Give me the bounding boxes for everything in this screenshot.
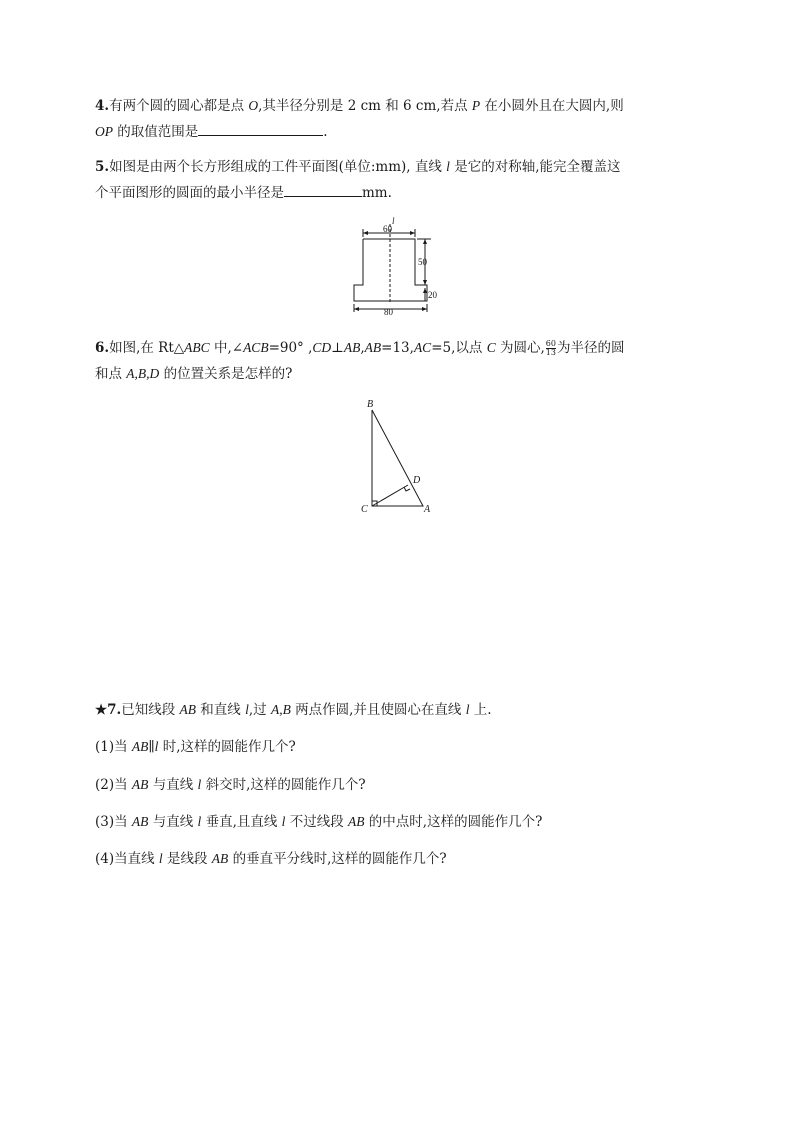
q7-text: 已知线段 (121, 702, 180, 718)
q6-var: AB (343, 340, 361, 355)
q6-text: 中,∠ (209, 340, 244, 356)
q7-text: 和直线 (196, 702, 246, 718)
q6-var: CD (312, 340, 332, 355)
q4-var-p: P (471, 98, 481, 113)
q6-var: ABC (184, 340, 210, 355)
q7-text: (2)当 (95, 777, 132, 793)
q7-text: 两点作圆,并且使圆心在直线 (290, 702, 466, 718)
q6-text: =5,以点 (431, 340, 487, 356)
q5-text: 是它的对称轴,能完全覆盖这 (449, 159, 621, 175)
q6-text: 为半径的圆 (556, 340, 625, 356)
q7-var: A,B (270, 702, 291, 717)
point-label-d: D (413, 475, 421, 486)
point-label-b: B (367, 399, 374, 410)
arrowhead (363, 231, 368, 235)
q4-line1 (95, 96, 624, 116)
q7-var: AB (131, 739, 149, 754)
q7-var: AB (131, 814, 149, 829)
q7-text: (4)当直线 (95, 851, 159, 867)
q7-var: l (245, 702, 249, 717)
q5-text: 个平面图形的圆面的最小半径是 (95, 185, 284, 201)
q6-text: ⊥ (331, 340, 344, 356)
q7-var: l (158, 851, 163, 866)
q7-line1 (95, 700, 492, 720)
q5-text: 如图是由两个长方形组成的工件平面图(单位:mm), 直线 (109, 159, 447, 175)
arrowhead (423, 288, 427, 293)
q4-number: 4. (95, 98, 110, 114)
right-angle-mark-d (404, 487, 410, 491)
fraction-numerator: 60 (545, 339, 556, 348)
q7-text: (3)当 (95, 814, 132, 830)
q7-var: l (197, 777, 202, 792)
q7-text: 的垂直平分线时,这样的圆能作几个? (228, 851, 447, 867)
q4-answer-blank[interactable] (198, 121, 323, 136)
q4-text: 有两个圆的圆心都是点 (109, 98, 249, 114)
q7-var: AB (211, 851, 229, 866)
q6-text: =13, (381, 340, 414, 356)
q7-text: 是线段 (162, 851, 212, 867)
q5-text: mm. (362, 185, 392, 201)
q7-var: AB (179, 702, 196, 717)
point-label-c: C (361, 504, 368, 515)
q6-line1 (95, 338, 624, 358)
q5-answer-blank[interactable] (284, 182, 362, 197)
q7-var: l (197, 814, 202, 829)
q7-text: ,过 (248, 702, 271, 718)
q6-text: 和点 (95, 366, 127, 382)
q6-var: AB (364, 340, 382, 355)
q7-text: 时,这样的圆能作几个? (158, 739, 296, 755)
axis-label-l: l (392, 216, 395, 226)
q6-var: C (486, 340, 496, 355)
arrowhead (422, 307, 427, 311)
q6-text: 的位置关系是怎样的? (159, 366, 293, 382)
q6-text: 为圆心, (495, 340, 545, 356)
q7-var: l (281, 814, 286, 829)
q7-text: (1)当 (95, 739, 132, 755)
q7-sub4 (95, 849, 447, 869)
arrowhead (423, 280, 427, 285)
q4-var-op: OP (95, 124, 113, 139)
arrowhead (423, 239, 427, 244)
q6-text: 如图,在 Rt△ (109, 340, 185, 356)
q7-text: 垂直,且直线 (201, 814, 282, 830)
q4-line2 (95, 121, 328, 142)
q5-line1 (95, 157, 621, 177)
q5-var-l: l (446, 159, 450, 174)
q5-number: 5. (95, 159, 110, 175)
fraction-denominator: 13 (545, 348, 556, 357)
q6-var: ACB (243, 340, 269, 355)
dim-label-50: 50 (418, 257, 427, 267)
arrowhead (410, 231, 415, 235)
q4-text: ,其半径分别是 2 cm 和 6 cm,若点 (258, 98, 472, 114)
q7-text: 与直线 (148, 814, 198, 830)
dim-label-60: 60 (383, 224, 392, 234)
point-label-a: A (424, 504, 431, 515)
q6-triangle-figure (355, 395, 440, 520)
q6-var: A,B,D (126, 366, 160, 381)
q7-text: 上. (469, 702, 492, 718)
q5-line2 (95, 182, 392, 203)
q7-text: 与直线 (148, 777, 198, 793)
q7-sub2 (95, 775, 366, 795)
q4-text: 在小圆外且在大圆内,则 (480, 98, 624, 114)
q6-number: 6. (95, 340, 110, 356)
dim-label-20: 20 (428, 290, 437, 300)
q4-text: . (323, 124, 328, 140)
q7-var: l (154, 739, 159, 754)
q7-text: 的中点时,这样的圆能作几个? (364, 814, 543, 830)
q6-radius-fraction (546, 340, 556, 357)
q4-var-o: O (248, 98, 259, 113)
q7-text: 不过线段 (285, 814, 349, 830)
q4-text: 的取值范围是 (113, 124, 199, 140)
q5-workpiece-figure (345, 212, 455, 322)
dim-label-80: 80 (384, 307, 393, 317)
q7-var: AB (131, 777, 149, 792)
q6-line2 (95, 364, 292, 384)
q7-var: AB (348, 814, 365, 829)
arrowhead (354, 307, 359, 311)
q7-text: ∥ (148, 739, 155, 755)
q7-var: l (465, 702, 470, 717)
q7-text: 斜交时,这样的圆能作几个? (201, 777, 366, 793)
q7-number: ★7. (95, 702, 122, 718)
q6-var: AC (413, 340, 432, 355)
q7-sub3 (95, 812, 542, 832)
q7-sub1 (95, 737, 296, 757)
q6-text: =90° , (268, 340, 313, 356)
q6-text: , (360, 340, 365, 356)
